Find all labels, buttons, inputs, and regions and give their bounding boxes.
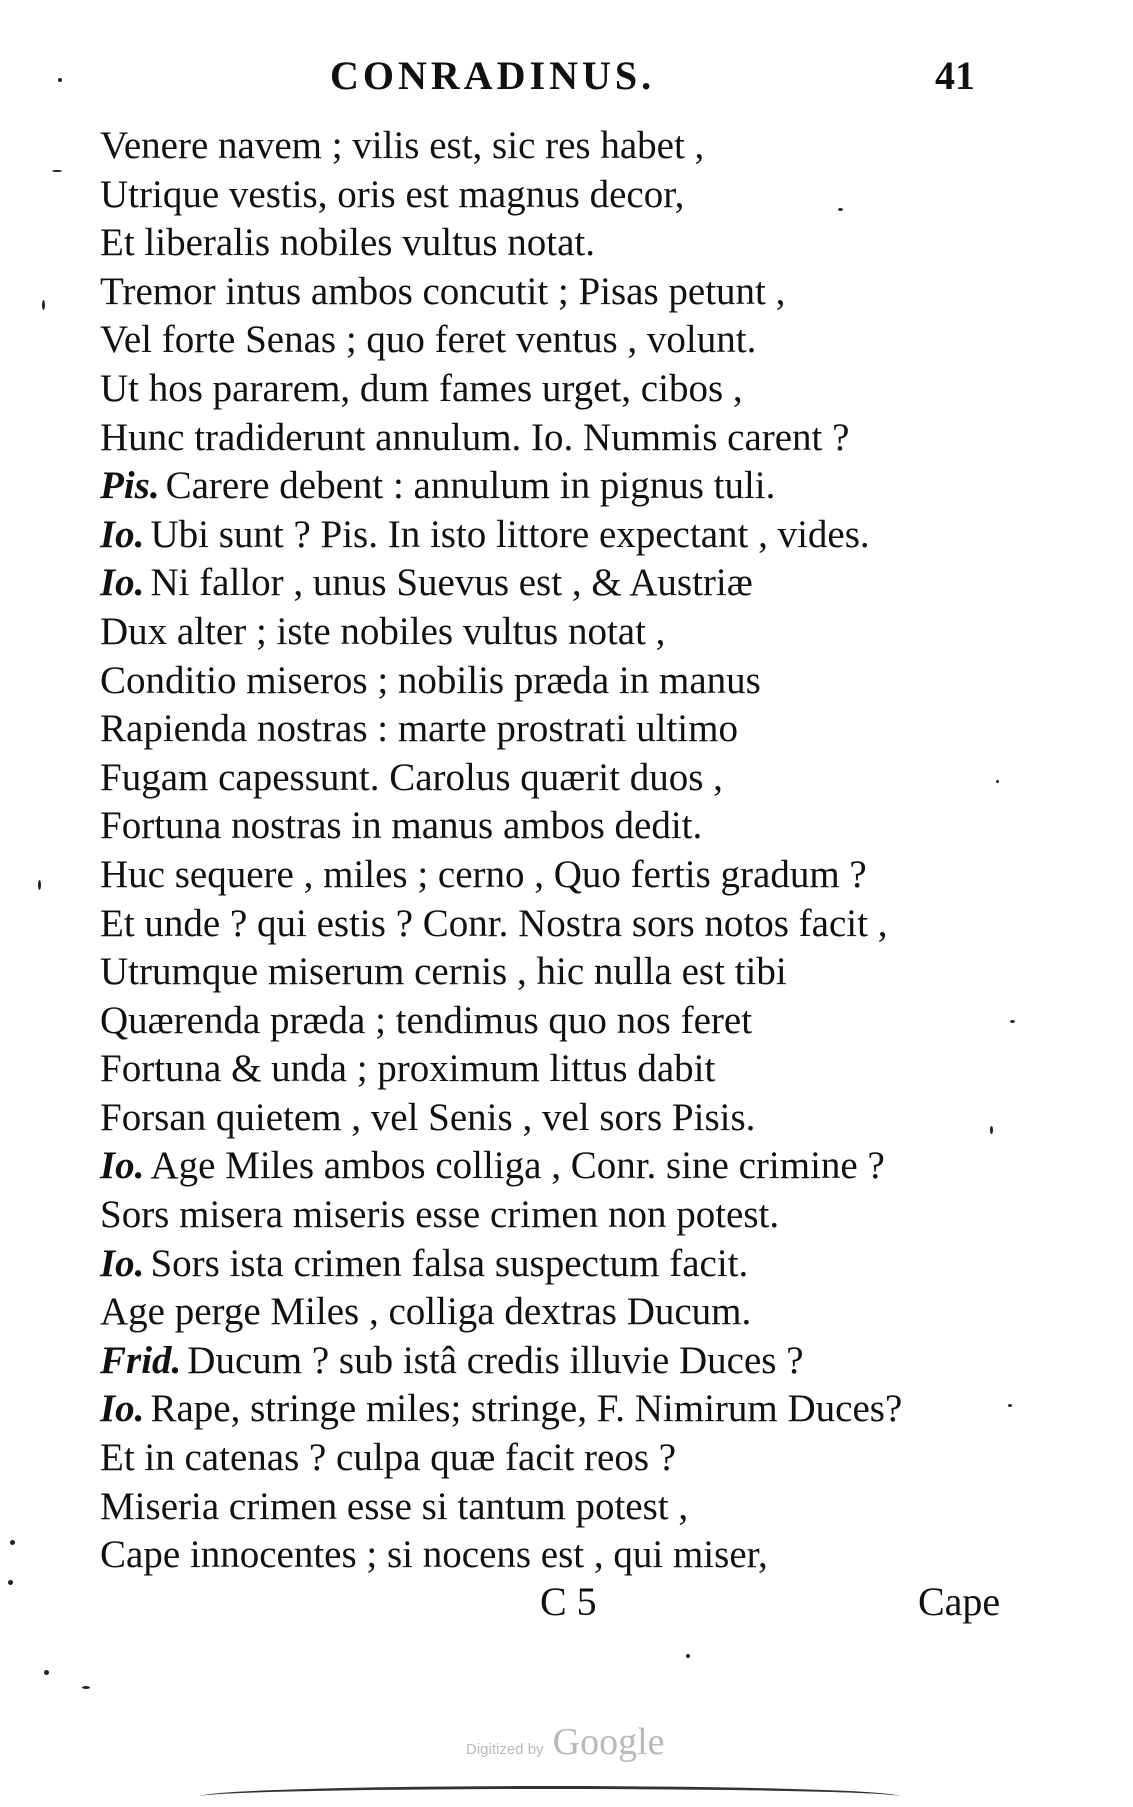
verse-line	[100, 1434, 1030, 1483]
verse-text: Et in catenas ? culpa quæ facit reos ?	[100, 1436, 677, 1480]
verse-text: Utrique vestis, oris est magnus decor,	[100, 172, 685, 216]
verse-text: Huc sequere , miles ; cerno , Quo fertis gradum ?	[100, 852, 867, 896]
print-speck	[58, 78, 62, 82]
speaker-abbreviation: Io.	[100, 1144, 145, 1188]
print-speck	[52, 170, 62, 172]
verse-text: Miseria crimen esse si tantum potest ,	[100, 1484, 689, 1528]
verse-text: Fortuna nostras in manus ambos dedit.	[100, 804, 703, 848]
verse-text: Utrumque miserum cernis , hic nulla est tibi	[100, 950, 787, 994]
print-speck	[8, 1580, 13, 1585]
verse-line	[100, 1191, 1030, 1240]
verse-text: Hunc tradiderunt annulum. Io. Nummis carent ?	[100, 415, 850, 459]
page-number: 41	[935, 53, 975, 98]
speaker-abbreviation: Frid.	[100, 1338, 182, 1382]
verse-line	[100, 948, 1030, 997]
speaker-abbreviation: Io.	[100, 561, 145, 605]
verse-line	[100, 268, 1030, 317]
verse-text: Fortuna & unda ; proximum littus dabit	[100, 1047, 716, 1091]
verse-text: Quærenda præda ; tendimus quo nos feret	[100, 998, 753, 1042]
verse-line	[100, 559, 1030, 608]
verse-line	[100, 1483, 1030, 1532]
catchword: Cape	[918, 1579, 1001, 1624]
print-speck	[42, 300, 45, 310]
verse-text: Ducum ? sub istâ credis illuvie Duces ?	[187, 1338, 804, 1382]
verse-text: Vel forte Senas ; quo feret ventus , volunt.	[100, 318, 757, 362]
verse-text: Et liberalis nobiles vultus notat.	[100, 221, 596, 265]
verse-text: Tremor intus ambos concutit ; Pisas petunt ,	[100, 269, 786, 313]
verse-text: Sors ista crimen falsa suspectum facit.	[150, 1241, 749, 1285]
speaker-abbreviation: Pis.	[100, 464, 160, 508]
verse-line	[100, 316, 1030, 365]
verse-line	[100, 608, 1030, 657]
print-speck	[838, 208, 843, 211]
digitization-watermark	[466, 1720, 665, 1764]
verse-line	[100, 1531, 1030, 1580]
verse-line	[100, 851, 1030, 900]
verse-text: Fugam capessunt. Carolus quærit duos ,	[100, 755, 723, 799]
verse-text: Age perge Miles , colliga dextras Ducum.	[100, 1290, 752, 1334]
verse-text: Dux alter ; iste nobiles vultus notat ,	[100, 609, 666, 653]
verse-line	[100, 462, 1030, 511]
verse-line	[100, 1288, 1030, 1337]
verse-text: Forsan quietem , vel Senis , vel sors Pisis.	[100, 1095, 756, 1139]
speaker-abbreviation: Io.	[100, 1387, 145, 1431]
verse-line	[100, 997, 1030, 1046]
verse-line	[100, 1385, 1030, 1434]
verse-text: Carere debent : annulum in pignus tuli.	[165, 464, 776, 508]
watermark-brand: Google	[552, 1721, 665, 1763]
verse-text: Rapienda nostras : marte prostrati ultimo	[100, 707, 738, 751]
print-speck	[82, 1686, 90, 1689]
print-speck	[10, 1540, 15, 1545]
verse-text: Ni fallor , unus Suevus est , & Austriæ	[150, 561, 753, 605]
verse-line	[100, 1142, 1030, 1191]
verse-line	[100, 802, 1030, 851]
verse-line	[100, 511, 1030, 560]
verse-line	[100, 171, 1030, 220]
verse-line	[100, 1337, 1030, 1386]
verse-line	[100, 657, 1030, 706]
running-head: CONRADINUS.	[330, 53, 656, 98]
verse-line	[100, 219, 1030, 268]
verse-line	[100, 1240, 1030, 1289]
verse-block	[100, 122, 1030, 1580]
verse-text: Conditio miseros ; nobilis præda in manus	[100, 658, 761, 702]
speaker-abbreviation: Io.	[100, 512, 145, 556]
print-speck	[38, 880, 41, 890]
verse-text: Rape, stringe miles; stringe, F. Nimirum Duces?	[150, 1387, 903, 1431]
verse-text: Ut hos pararem, dum fames urget, cibos ,	[100, 366, 743, 410]
verse-line	[100, 414, 1030, 463]
print-speck	[1010, 1020, 1015, 1023]
verse-text: Venere navem ; vilis est, sic res habet ,	[100, 124, 705, 167]
verse-line	[100, 365, 1030, 414]
verse-line	[100, 754, 1030, 803]
print-speck	[686, 1654, 690, 1658]
verse-line	[100, 705, 1030, 754]
verse-line	[100, 1045, 1030, 1094]
print-speck	[44, 1670, 49, 1675]
speaker-abbreviation: Io.	[100, 1241, 145, 1285]
verse-line	[100, 122, 1030, 171]
print-speck	[1008, 1404, 1012, 1407]
verse-text: Ubi sunt ? Pis. In isto littore expectant , vides.	[150, 512, 870, 556]
print-speck	[996, 780, 999, 783]
verse-line	[100, 1094, 1030, 1143]
verse-text: Sors misera miseris esse crimen non potest.	[100, 1193, 780, 1237]
verse-text: Age Miles ambos colliga , Conr. sine crimine ?	[150, 1144, 885, 1188]
verse-line	[100, 900, 1030, 949]
watermark-prefix: Digitized by	[466, 1741, 544, 1758]
verse-text: Cape innocentes ; si nocens est , qui miser,	[100, 1533, 768, 1577]
print-speck	[990, 1126, 993, 1134]
verse-text: Et unde ? qui estis ? Conr. Nostra sors notos facit ,	[100, 901, 888, 945]
signature-mark: C 5	[540, 1579, 597, 1624]
